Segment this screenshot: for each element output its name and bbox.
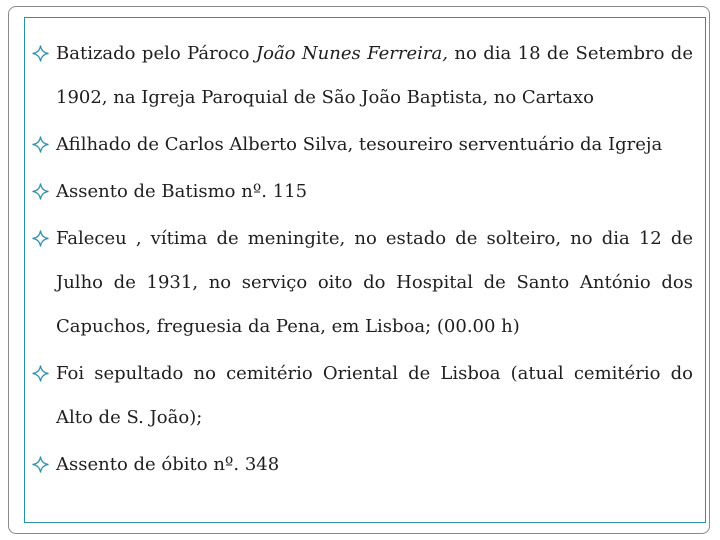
bullet-burial xyxy=(31,352,693,440)
bullet-text: Afilhado de Carlos Alberto Silva, tesoureiro serventuário da Igreja xyxy=(56,134,663,155)
bullet-text: Assento de Batismo nº. 115 xyxy=(56,181,308,202)
bullet-death xyxy=(31,217,693,349)
four-point-star-icon xyxy=(31,217,51,261)
bullet-text-cont: no dia 18 de Setembro de 1902, na Igreja Paroquial de São João Baptista, no Cartaxo xyxy=(56,43,693,108)
bullet-baptism-record xyxy=(31,170,693,214)
four-point-star-icon xyxy=(31,352,51,396)
priest-name: João Nunes Ferreira, xyxy=(255,43,448,64)
bullet-death-record xyxy=(31,443,693,487)
bullet-text: Faleceu , vítima de meningite, no estado de solteiro, no dia 12 de Julho de 1931, no serviço oito do Hospital de Santo António dos Capuchos, freguesia da Pena, em Lisboa; (00.00 h) xyxy=(56,228,693,337)
bullet-text: Batizado pelo Pároco xyxy=(56,43,256,64)
bullet-text: Assento de óbito nº. 348 xyxy=(56,454,280,475)
bullet-list xyxy=(31,32,693,490)
four-point-star-icon xyxy=(31,170,51,214)
bullet-text: Foi sepultado no cemitério Oriental de Lisboa (atual cemitério do Alto de S. João); xyxy=(56,363,693,428)
four-point-star-icon xyxy=(31,443,51,487)
four-point-star-icon xyxy=(31,32,51,76)
bullet-godfather xyxy=(31,123,693,167)
bullet-baptism xyxy=(31,32,693,120)
four-point-star-icon xyxy=(31,123,51,167)
